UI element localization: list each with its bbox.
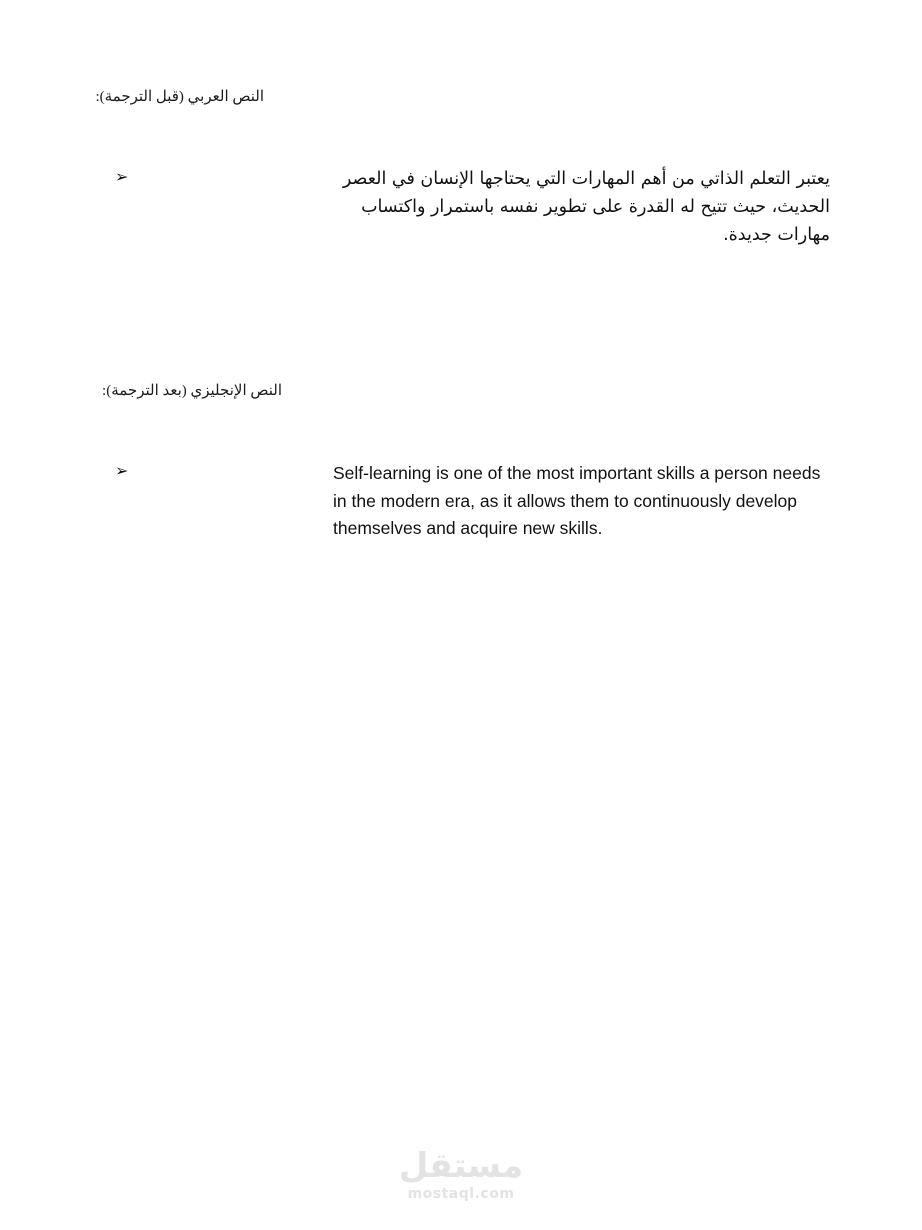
english-paragraph: Self-learning is one of the most important skills a person needs in the modern era, as it allows them to continuously develop themselves and acquire new skills. xyxy=(333,463,821,538)
watermark-logo-arabic: مستقل xyxy=(398,1146,524,1186)
arabic-paragraph: يعتبر التعلم الذاتي من أهم المهارات التي يحتاجها الإنسان في العصر الحديث، حيث تتيح له القدرة على تطوير نفسه باستمرار واكتساب مهارات جديدة. xyxy=(342,169,830,245)
arrow-bullet-icon: ➢ xyxy=(115,167,129,186)
english-text-heading: النص الإنجليزي (بعد الترجمة): xyxy=(102,383,282,399)
arrow-bullet-icon: ➢ xyxy=(115,461,129,480)
arabic-text-heading: النص العربي (قبل الترجمة): xyxy=(95,89,264,105)
watermark-logo-latin: mostaql.com xyxy=(407,1186,515,1202)
